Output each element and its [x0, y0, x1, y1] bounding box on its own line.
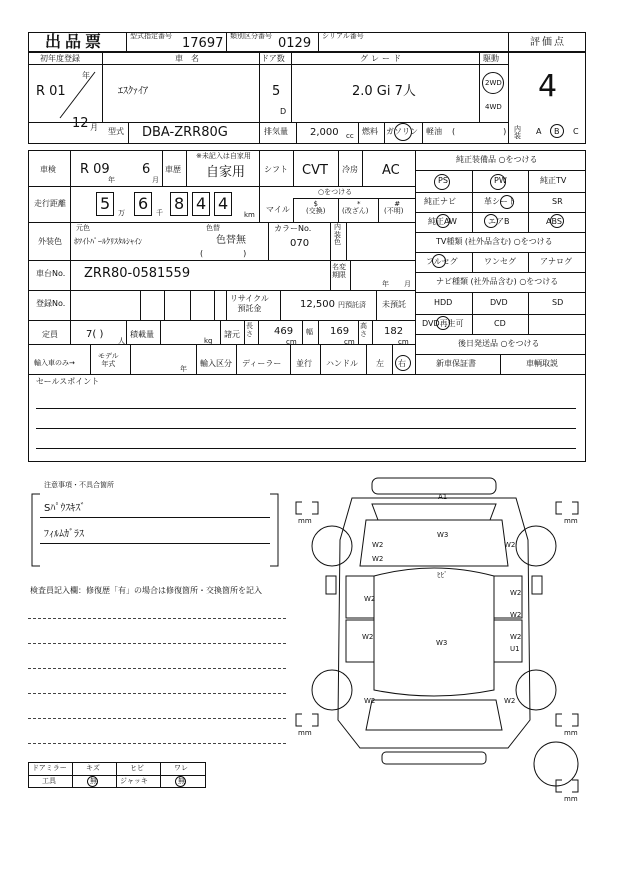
- ac-value: AC: [382, 163, 400, 178]
- mileage-digit-2: 6: [138, 194, 149, 213]
- category-label: 類別区分番号: [230, 32, 272, 40]
- navi-cd: CD: [494, 319, 506, 328]
- color-change-label: 色替: [206, 224, 220, 232]
- unknown-label: # (不明): [384, 200, 404, 215]
- legend-jack: ジャッキ: [120, 777, 148, 785]
- page-title: 出品票: [45, 32, 106, 51]
- model-year-unit: 年: [180, 365, 187, 373]
- legend-tools: 工具: [42, 777, 56, 785]
- later-warranty: 新車保証書: [436, 359, 476, 368]
- orig-color-label: 元色: [76, 224, 90, 232]
- history-value: 自家用: [206, 165, 246, 180]
- capacity-unit: 人: [118, 337, 125, 345]
- color-change-value: 色替無: [216, 235, 246, 246]
- shift-label: シフト: [264, 165, 288, 174]
- handle-label: ハンドル: [326, 359, 358, 368]
- mm-front-right: mm: [564, 517, 578, 525]
- model-designation-value: 17697: [182, 36, 224, 51]
- height-label: 高さ: [360, 322, 367, 338]
- equip-abs: ABS: [546, 217, 562, 226]
- displacement-label: 排気量: [264, 127, 288, 136]
- recycle-unpaid: 未預託: [382, 300, 406, 309]
- color-label: 外装色: [38, 237, 62, 246]
- mark-w2-rl-wheel: W2: [364, 697, 376, 705]
- mile-label: マイル: [266, 205, 290, 214]
- length-unit: cm: [286, 338, 297, 346]
- mark-w2-fl-side: W2: [372, 555, 384, 563]
- inspection-label: 車検: [40, 165, 56, 174]
- note-line-2: ﾌｨﾙﾑｶﾞﾗｽ: [44, 529, 84, 540]
- category-value: 0129: [278, 36, 312, 51]
- handle-right: 右: [398, 359, 406, 368]
- mm-spare: mm: [564, 795, 578, 803]
- chassis-label: 車台No.: [36, 269, 66, 278]
- history-note: ※未記入は自家用: [196, 152, 251, 160]
- mark-w2-l-door1: W2: [364, 595, 376, 603]
- mm-rear-left: mm: [298, 729, 312, 737]
- mileage-km-unit: km: [244, 211, 255, 219]
- score-label: 評価点: [530, 37, 566, 48]
- parallel-label: 並行: [296, 359, 312, 368]
- model-label: 型式: [108, 127, 124, 136]
- mileage-label: 走行距離: [34, 199, 66, 208]
- mileage-digit-3: 8: [174, 194, 185, 213]
- interior-color-label: 内装色: [334, 223, 341, 247]
- mark-w2-r-rear: W2: [510, 611, 522, 619]
- tv-oneseg: ワンセグ: [484, 257, 516, 266]
- light-oil-bracket: ( ): [452, 127, 507, 136]
- first-reg-month-unit: 月: [90, 123, 98, 132]
- car-name: ｴｽｸｧｲｱ: [118, 86, 148, 97]
- legend-crack: ヒビ: [130, 764, 144, 772]
- reg-no-label: 登録No.: [36, 299, 66, 308]
- navi-hdd: HDD: [434, 298, 453, 307]
- length-label: 長さ: [246, 322, 253, 338]
- tamper-label: * (改ざん): [342, 200, 369, 215]
- recycle-suffix: 円預託済: [338, 301, 366, 309]
- navi-dvd: DVD: [490, 298, 508, 307]
- tv-header: TV種類 (社外品含む) ○をつける: [436, 237, 553, 246]
- legend-break: ワレ: [174, 764, 188, 772]
- model-value: DBA-ZRR80G: [142, 125, 228, 140]
- note-line-1: Sﾊﾟｳｽｷｽﾞ: [44, 503, 86, 514]
- model-year-label: モデル 年式: [98, 352, 119, 369]
- interior-b: B: [554, 127, 560, 136]
- legend-jack-value: 無: [178, 777, 185, 785]
- tv-fullseg: フルセグ: [426, 257, 458, 266]
- inspection-year-unit: 年: [108, 176, 115, 184]
- sales-point-label: セールスポイント: [36, 377, 100, 386]
- doors-label: ドア数: [261, 54, 285, 63]
- mileage-digit-1: 5: [100, 194, 111, 213]
- chassis-value: ZRR80-0581559: [84, 266, 191, 281]
- mark-a1: A1: [438, 493, 448, 501]
- equip-pw: PW: [494, 176, 507, 185]
- first-reg-month: 12: [72, 116, 89, 131]
- orig-color-value: ﾎﾜｲﾄﾊﾟｰﾙｸﾘｽﾀﾙｼｬｲﾝ: [74, 237, 142, 246]
- title-change-year: 年: [382, 280, 389, 288]
- displacement-value: 2,000: [310, 127, 339, 138]
- serial-label: シリアル番号: [322, 32, 364, 40]
- equip-navi: 純正ナビ: [424, 197, 456, 206]
- first-reg-era: R 01: [36, 84, 66, 99]
- legend-tools-value: 無: [90, 777, 97, 785]
- interior-c: C: [573, 127, 579, 136]
- later-header: 後日発送品 ○をつける: [458, 339, 540, 348]
- first-reg-label: 初年度登録: [40, 54, 80, 63]
- navi-header: ナビ種類 (社外品含む) ○をつける: [436, 277, 559, 286]
- title-change-label: 名変期限: [332, 263, 346, 279]
- mark-w2-fl-wheel: W2: [372, 541, 384, 549]
- color-no-value: 070: [290, 238, 310, 249]
- equip-leather: 革シート: [484, 197, 516, 206]
- width-label: 幅: [306, 328, 313, 336]
- car-name-label: 車 名: [175, 54, 199, 63]
- import-class-label: 輸入区分: [200, 359, 232, 368]
- length-value: 469: [274, 326, 294, 337]
- capacity-label: 定員: [42, 330, 58, 339]
- equip-airbag: エアB: [488, 217, 510, 226]
- mark-w2-r-door2: W2: [510, 633, 522, 641]
- navi-sd: SD: [552, 298, 564, 307]
- inspection-month: 6: [142, 162, 151, 177]
- dealer-label: ディーラー: [242, 359, 282, 368]
- mark-w2-r-door1: W2: [510, 589, 522, 597]
- doors-type: D: [280, 107, 287, 116]
- doors-value: 5: [272, 84, 281, 99]
- mile-head: ○をつける: [318, 188, 353, 196]
- equipment-header: 純正装備品 ○をつける: [456, 155, 538, 164]
- inspection-month-unit: 月: [152, 176, 159, 184]
- legend-mirror: ドアミラー: [32, 764, 67, 772]
- handle-left: 左: [376, 359, 384, 368]
- tv-analog: アナログ: [540, 257, 572, 266]
- navi-dvd-play: DVD再生可: [422, 319, 464, 328]
- color-no-label: カラーNo.: [274, 224, 312, 233]
- height-unit: cm: [398, 338, 409, 346]
- shift-value: CVT: [302, 163, 328, 178]
- grade-value: 2.0 Gi 7人: [352, 84, 416, 99]
- model-designation-label: 型式指定番号: [130, 32, 172, 40]
- title-change-month: 月: [404, 280, 411, 288]
- inspector-note: 検査員記入欄：修復歴「有」の場合は修復箇所・交換箇所を記入: [30, 586, 262, 595]
- mm-rear-right: mm: [564, 729, 578, 737]
- load-unit: kg: [204, 337, 213, 345]
- recycle-label: リサイクル 預託金: [230, 294, 269, 313]
- equip-sr: SR: [552, 197, 563, 206]
- inspection-year: R 09: [80, 162, 110, 177]
- later-manual: 車輌取説: [526, 359, 558, 368]
- history-label: 車歴: [165, 165, 181, 174]
- mm-front-left: mm: [298, 517, 312, 525]
- equip-aw: 純正AW: [428, 217, 457, 226]
- capacity-value: 7( ): [86, 329, 104, 340]
- color-change-bracket: ( ): [200, 249, 247, 258]
- mark-w2-fr-wheel: W2: [504, 541, 516, 549]
- load-label: 積載量: [130, 330, 154, 339]
- equip-tv: 純正TV: [540, 176, 567, 185]
- light-oil-label: 軽油: [426, 127, 442, 136]
- mark-w2-rr-wheel: W2: [504, 697, 516, 705]
- ac-label: 冷房: [342, 165, 358, 174]
- width-unit: cm: [344, 338, 355, 346]
- drive-2wd: 2WD: [485, 79, 502, 87]
- equip-ps: PS: [438, 176, 448, 185]
- drive-4wd: 4WD: [485, 103, 502, 111]
- legend-scratch: キズ: [86, 764, 100, 772]
- interior-a: A: [536, 127, 542, 136]
- height-value: 182: [384, 326, 404, 337]
- mark-w2-l-door2: W2: [362, 633, 374, 641]
- mileage-digit-4: 4: [196, 194, 207, 213]
- grade-label: グレード: [360, 54, 404, 63]
- exchange-label: $ (交換): [306, 200, 326, 215]
- score-value: 4: [538, 69, 558, 104]
- mileage-digit-5: 4: [218, 194, 229, 213]
- mark-w3-front: W3: [437, 531, 449, 539]
- fuel-label: 燃料: [362, 127, 378, 136]
- mark-hibi: ﾋﾋﾞ: [437, 571, 448, 579]
- first-reg-year-unit: 年: [82, 71, 90, 80]
- fuel-value: ガソリン: [386, 127, 418, 136]
- dims-label: 諸元: [224, 330, 240, 339]
- mileage-man-unit: 万: [118, 209, 125, 217]
- drive-label: 駆動: [483, 54, 499, 63]
- width-value: 169: [330, 326, 350, 337]
- notes-header: 注意事項・不具合箇所: [44, 481, 114, 489]
- recycle-value: 12,500: [300, 299, 335, 310]
- mileage-sen-unit: 千: [156, 209, 163, 217]
- import-label: 輸入車のみ→: [34, 359, 75, 367]
- mark-u1: U1: [510, 645, 520, 653]
- mark-w3-roof: W3: [436, 639, 448, 647]
- displacement-unit: cc: [346, 132, 354, 140]
- interior-label: 内装: [514, 125, 521, 140]
